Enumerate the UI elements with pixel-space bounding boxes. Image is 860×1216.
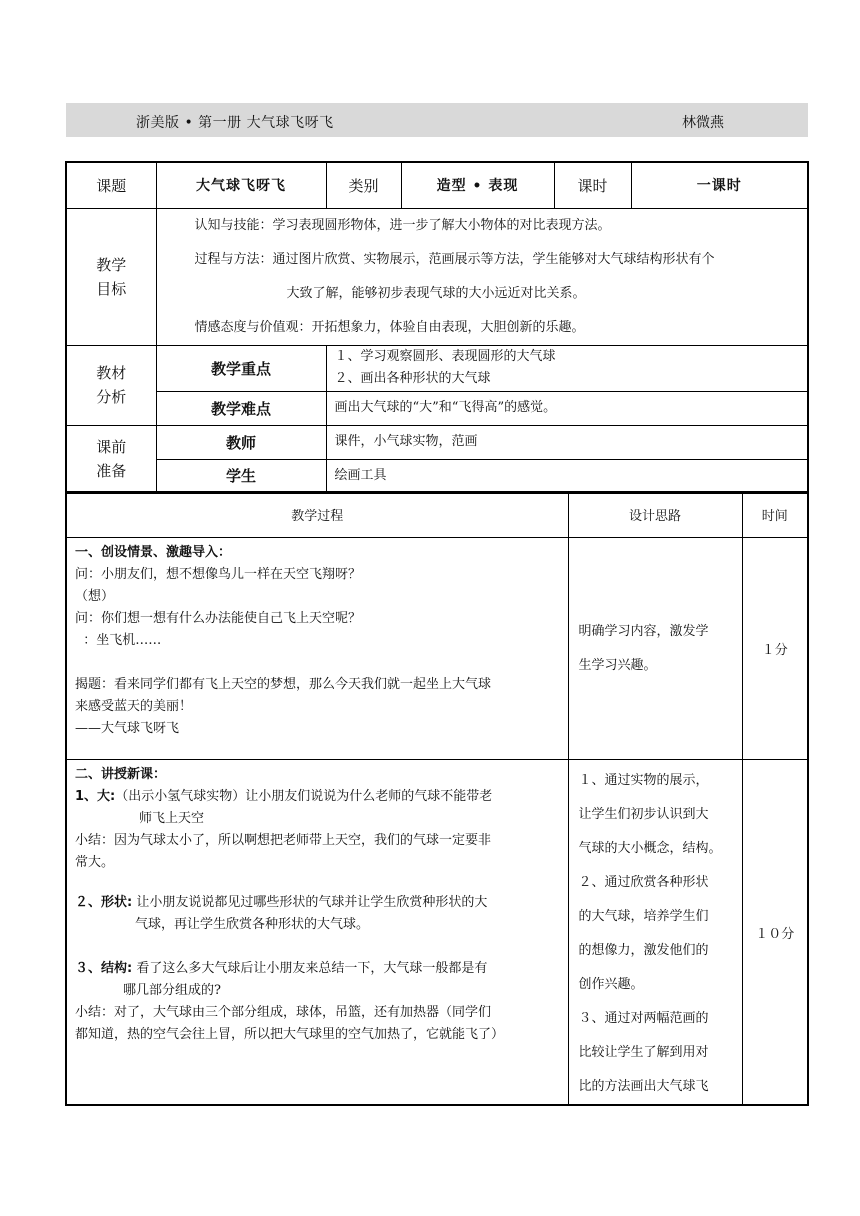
design-line: １、通过实物的展示，: [578, 773, 709, 788]
time-column-header: 时间: [742, 492, 808, 538]
point-heading: ３、结构:: [75, 961, 133, 976]
process-line: ：坐飞机……: [75, 633, 162, 648]
process-line: （想）: [75, 589, 115, 604]
process-header-row: [66, 492, 808, 538]
goals-row: [66, 208, 808, 345]
design-line: 比较让学生了解到用对: [578, 1045, 709, 1060]
process-section-row: [66, 538, 808, 760]
design-line: 比的方法画出大气球飞: [578, 1079, 709, 1094]
prep-label-line2: 准备: [96, 461, 127, 480]
section-title: 二、讲授新课：: [75, 767, 167, 782]
process-section-row: [66, 760, 808, 1106]
goal-line: 大致了解，能够初步表现气球的大小远近对比关系。: [286, 285, 586, 301]
point-heading: ２、形状:: [75, 895, 133, 910]
design-line: 创作兴趣。: [578, 977, 644, 992]
goal-line: 情感态度与价值观：开拓想象力，体验自由表现，大胆创新的乐趣。: [194, 319, 585, 335]
design-column-header: 设计思路: [568, 492, 742, 538]
design-line: 气球的大小概念，结构。: [578, 841, 722, 856]
point-heading: 1、大:: [75, 789, 116, 804]
spacer: [75, 874, 562, 892]
time-cell-2: １０分: [742, 760, 808, 1106]
time-cell-1: １分: [742, 538, 808, 760]
design-line: 明确学习内容，激发学: [578, 623, 709, 639]
header-author: 林微燕: [682, 115, 724, 131]
teacher-content: 课件，小气球实物，范画: [326, 425, 808, 459]
design-line: 让学生们初步认识到大: [578, 807, 709, 822]
goals-label-line1: 教学: [96, 255, 127, 274]
point-text: 看了这么多大气球后让小朋友来总结一下，大气球一般都是有: [132, 961, 488, 976]
difficulty-content: 画出大气球的“大”和“飞得高”的感觉。: [326, 391, 808, 425]
process-line: [75, 892, 562, 914]
topic-value: 大气球飞呀飞: [156, 162, 326, 208]
header-title: 浙美版 • 第一册 大气球飞呀飞: [136, 115, 334, 131]
key-point-item: １、学习观察圆形、表现圆形的大气球: [334, 349, 556, 364]
topic-row: [66, 162, 808, 208]
difficulty-label: 教学难点: [156, 391, 326, 425]
goals-label-line2: 目标: [96, 279, 127, 298]
design-cell-1: [568, 538, 742, 760]
process-line: 都知道，热的空气会往上冒，所以把大气球里的空气加热了，它就能飞了）: [75, 1027, 505, 1042]
section-title: 一、创设情景、激趣导入：: [75, 545, 232, 560]
teacher-label: 教师: [156, 425, 326, 459]
point-text: （出示小氢气球实物）让小朋友们说说为什么老师的气球不能带老: [115, 789, 493, 804]
key-point-content: [326, 345, 808, 391]
process-column-header: 教学过程: [66, 492, 568, 538]
design-line: 的想像力，激发他们的: [578, 943, 709, 958]
design-line: 生学习兴趣。: [578, 657, 657, 673]
difficulty-row: [66, 391, 808, 425]
page-header: [66, 103, 808, 137]
design-cell-2: [568, 760, 742, 1106]
teacher-prep-row: [66, 425, 808, 459]
design-line: ２、通过欣赏各种形状: [578, 875, 709, 890]
analysis-label: [66, 345, 156, 425]
process-table: [65, 491, 809, 1106]
process-section-2: [66, 760, 568, 1106]
key-point-label: 教学重点: [156, 345, 326, 391]
process-line: 哪几部分组成的?: [123, 983, 221, 998]
process-section-1: [66, 538, 568, 760]
design-line: 的大气球，培养学生们: [578, 909, 709, 924]
category-label: 类别: [326, 162, 401, 208]
spacer: [75, 936, 562, 958]
process-line: 问：小朋友们，想不想像鸟儿一样在天空飞翔呀？: [75, 567, 362, 582]
process-line: ——大气球飞呀飞: [75, 721, 180, 736]
point-text: 让小朋友说说都见过哪些形状的气球并让学生欣赏种形状的大: [132, 895, 488, 910]
student-content: 绘画工具: [326, 459, 808, 493]
key-point-item: ２、画出各种形状的大气球: [334, 371, 491, 386]
period-value: 一课时: [631, 162, 808, 208]
process-line: [75, 652, 562, 674]
key-point-row: [66, 345, 808, 391]
process-line: 小结：因为气球太小了，所以啊想把老师带上天空，我们的气球一定要非: [75, 833, 492, 848]
design-line: ３、通过对两幅范画的: [578, 1011, 709, 1026]
student-label: 学生: [156, 459, 326, 493]
goals-content: [156, 208, 808, 345]
student-prep-row: [66, 459, 808, 493]
process-line: 问：你们想一想有什么办法能使自己飞上天空呢？: [75, 611, 362, 626]
process-line: 常大。: [75, 855, 115, 870]
goal-line: 认知与技能：学习表现圆形物体，进一步了解大小物体的对比表现方法。: [194, 217, 611, 233]
process-line: [75, 958, 562, 980]
period-label: 课时: [554, 162, 631, 208]
topic-label: 课题: [66, 162, 156, 208]
goal-line: 过程与方法：通过图片欣赏、实物展示，范画展示等方法，学生能够对大气球结构形状有个: [194, 251, 715, 267]
category-value: 造型 • 表现: [401, 162, 554, 208]
lesson-info-table: [65, 161, 809, 494]
process-line: [75, 786, 562, 808]
process-line: 小结：对了，大气球由三个部分组成，球体，吊篮，还有加热器（同学们: [75, 1005, 492, 1020]
process-line: 来感受蓝天的美丽！: [75, 699, 193, 714]
process-line: 气球，再让学生欣赏各种形状的大气球。: [135, 917, 370, 932]
process-line: 师飞上天空: [139, 811, 205, 826]
process-line: 揭题：看来同学们都有飞上天空的梦想，那么今天我们就一起坐上大气球: [75, 677, 492, 692]
analysis-label-line1: 教材: [96, 364, 127, 382]
analysis-label-line2: 分析: [96, 388, 127, 406]
prep-label: [66, 425, 156, 493]
prep-label-line1: 课前: [96, 437, 127, 456]
goals-label: [66, 208, 156, 345]
